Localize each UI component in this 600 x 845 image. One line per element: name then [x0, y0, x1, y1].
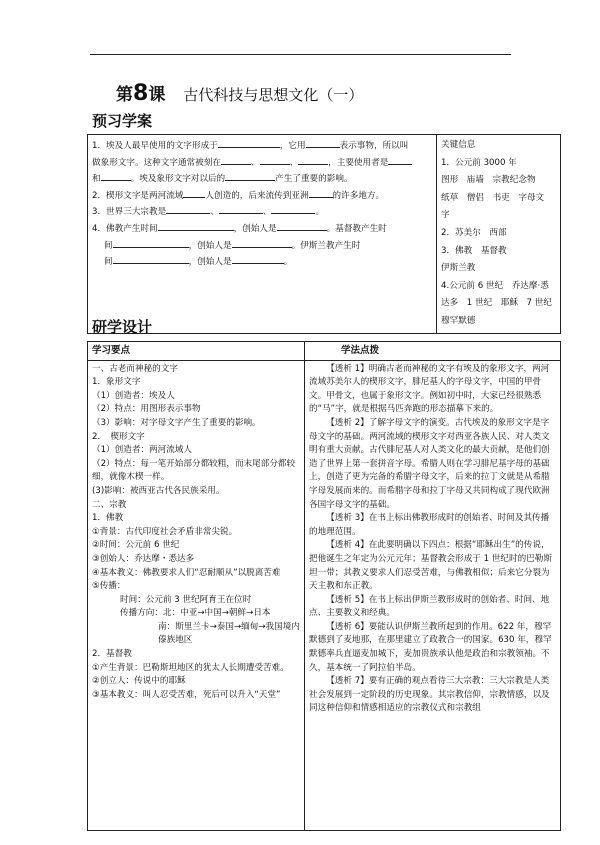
design-heading: 研学设计: [92, 318, 153, 336]
preview-table: [87, 134, 561, 334]
blank[interactable]: [166, 203, 210, 214]
point-item: （1）创造者：两河流域人: [92, 445, 192, 456]
point-item: 二、宗教: [92, 499, 127, 510]
point-item: 1．佛教: [92, 513, 124, 524]
blank[interactable]: [232, 237, 292, 248]
blank[interactable]: [277, 220, 327, 231]
header-rule: [90, 54, 511, 55]
blank[interactable]: [388, 154, 412, 165]
design-table: [87, 341, 561, 831]
blank[interactable]: [225, 170, 275, 181]
point-item: ②时间：公元前 6 世纪: [92, 540, 180, 551]
point-item: （3）影响：对字母文字产生了重要的影响。: [92, 417, 261, 428]
point-item: ①产生背景：巴勒斯坦地区的犹太人长期遭受苦难。: [92, 662, 289, 673]
point-item: 2．基督教: [92, 649, 132, 660]
lesson-suffix: 课: [148, 85, 166, 105]
blank[interactable]: [183, 187, 205, 198]
point-item: ④基本教义：佛教要求人们“忍耐顺从”以脱离苦难: [92, 567, 281, 578]
preview-questions: 1．埃及人最早使用的文字形成于 ，它用 表示事物，所以叫 做象形文字。这种文字通常被刻在 、 、 ，主要使用者是 和 。埃及象形文字对以后的 产生了重要的影响。 2．楔形文字是两河流域 人创造的，后来流传到亚洲 的许多地方。 3．世界三大宗教是 、 、 。 4．佛教产生时间 ，创始人是 。基督教产生时 间 ，创始人是 。伊斯兰教产生时 间 ，创始人是 。: [88, 135, 437, 334]
point-item: ③基本教义：叫人忍受苦难，死后可以升入“天堂”: [92, 689, 281, 700]
key-info-title: 关键信息: [441, 140, 476, 150]
blank[interactable]: [306, 137, 340, 148]
blank[interactable]: [218, 137, 280, 148]
blank[interactable]: [232, 253, 284, 264]
points-column: [88, 360, 305, 830]
blank[interactable]: [101, 170, 131, 181]
point-item: （1）创造者：埃及人: [92, 390, 175, 401]
blank[interactable]: [260, 154, 290, 165]
point-item: ⑤传播：: [92, 581, 126, 592]
point-item: 时间：公元前 3 世纪阿育王在位时: [120, 594, 252, 605]
point-item: (3)影响：被西亚古代各民族采用。: [92, 485, 225, 496]
blank[interactable]: [113, 237, 189, 248]
preview-heading: 预习学案: [92, 112, 153, 130]
blank[interactable]: [298, 154, 328, 165]
points-title: 学习要点: [88, 342, 305, 361]
blank[interactable]: [271, 203, 315, 214]
lesson-prefix: 第: [116, 85, 133, 105]
tip-paragraph: 【透析 5】在书上标出伊斯兰教形成时的创始者、时间、地点、主要教义和经典。: [309, 594, 550, 619]
lesson-subtitle: 古代科技与思想文化（一）: [183, 86, 364, 104]
point-item: ②创立人：传说中的耶稣: [92, 676, 186, 687]
blank[interactable]: [309, 187, 333, 198]
point-item: 1．象形文字: [92, 377, 141, 388]
tips-title: 学法点拨: [305, 342, 561, 361]
point-item: ①背景：古代印度社会矛盾非常尖锐。: [92, 526, 238, 537]
point-item: 传播方向：北：中亚→中国→朝鲜→日本: [120, 608, 271, 619]
tip-paragraph: 【透析 1】明确古老而神秘的文字有埃及的象形文字，两河流域苏美尔人的楔形文字，腓尼基人的字母文字，中国的甲骨文。甲骨文，也属于象形文字。例如初中时，大家已经很熟悉的“马”字，就是根据马匹奔跑的形态描摹下来的。: [309, 363, 550, 415]
tip-paragraph: 【透析 2】了解字母文字的演变。古代埃及的象形文字是字母文字的基础。两河流域的楔形文字对西亚各族人民、对人类文明有重大贡献。古代腓尼基人对人类文化的最大贡献，是他们创造了世界上第一套拼音字母。希腊人则在学习腓尼基字母的基础上，创造了更为完备的希腊字母文字，后来的拉丁文就是从希腊字母发展而来的。而希腊字母和拉丁字母又共同构成了现代欧洲各国字母文字的基础。: [309, 417, 550, 510]
key-info: 关键信息 1．公元前 3000 年 图形 庙墙 宗教纪念物 纸草 僧侣 书吏 字母文 字 2．苏美尔 西部 3．佛教 基督教 伊斯兰教 4.公元前 6 世纪 乔达摩·悉 达多 1 世纪 耶稣 7 世纪 穆罕默德: [437, 135, 561, 334]
point-item: ③创始人：乔达摩・悉达多: [92, 553, 195, 564]
lesson-number: 8: [133, 81, 149, 106]
blank[interactable]: [113, 253, 189, 264]
point-item: （2）特点：每一笔开始部分都较粗，而末尾部分都较细，就像木楔一样。: [92, 458, 296, 483]
tip-paragraph: 【透析 7】要有正确的观点看待三大宗教：三大宗教是人类社会发展到一定阶段的历史现象。其宗教信仰，宗教情感，以及同这种信仰和情感相适应的宗教仪式和宗教组: [309, 676, 550, 714]
tip-paragraph: 【透析 4】在此要明确以下四点：根据“耶稣出生”的传说，把他诞生之年定为公元元年；基督教会形成于 1 世纪时的巴勒斯坦一带；其教义要求人们忍受苦难，与佛教相似；后来它分裂为天主教和东正教。: [309, 540, 552, 592]
blank[interactable]: [158, 220, 234, 231]
tip-paragraph: 【透析 6】要能认识伊斯兰教所起到的作用。622 年，穆罕默德到了麦地那，在那里建立了政教合一的国家。630 年，穆罕默德率兵直逼麦加城下，麦加贵族承认他是政治和宗教领袖。不久，基本统一了阿拉伯半岛。: [309, 621, 552, 673]
tip-paragraph: 【透析 3】在书上标出佛教形成时的创始者、时间及其传播的地理范围。: [309, 513, 550, 537]
lesson-title: [116, 80, 363, 106]
point-item: （2）特点：用图形表示事物: [92, 404, 201, 415]
point-item: 南：斯里兰卡→泰国→缅甸→我国境内傣族地区: [158, 621, 300, 646]
point-item: 一、古老而神秘的文字: [92, 363, 178, 374]
tips-column: [305, 360, 561, 830]
blank[interactable]: [219, 203, 263, 214]
point-item: 2． 楔形文字: [92, 431, 145, 442]
blank[interactable]: [221, 154, 251, 165]
